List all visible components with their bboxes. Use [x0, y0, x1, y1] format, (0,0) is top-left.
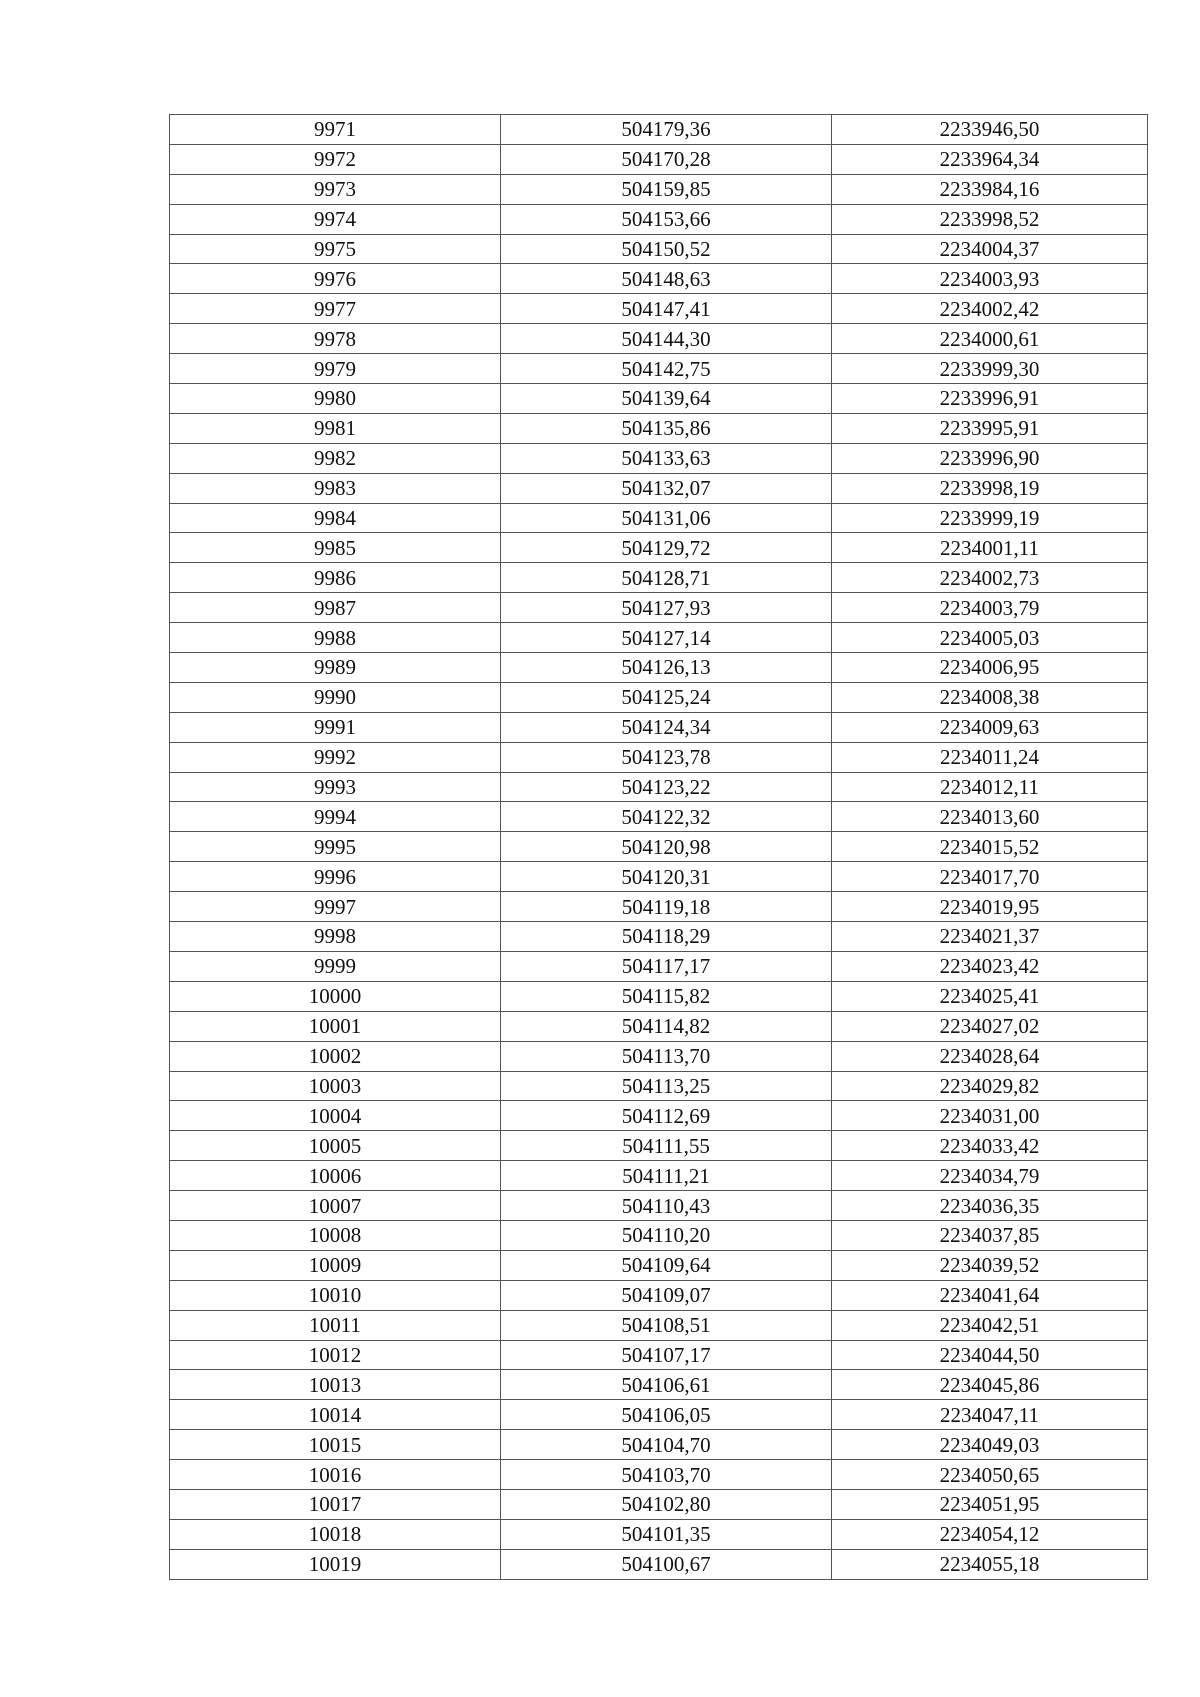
y-coordinate-cell: 2234055,18	[832, 1549, 1148, 1579]
y-coordinate-cell: 2234005,03	[832, 623, 1148, 653]
table-row	[170, 563, 1148, 593]
point-number-cell: 10003	[170, 1071, 501, 1101]
table-row	[170, 443, 1148, 473]
y-coordinate-cell: 2234033,42	[832, 1131, 1148, 1161]
x-coordinate-cell: 504113,25	[501, 1071, 832, 1101]
point-number-cell: 9984	[170, 503, 501, 533]
x-coordinate-cell: 504131,06	[501, 503, 832, 533]
x-coordinate-cell: 504122,32	[501, 802, 832, 832]
point-number-cell: 9983	[170, 473, 501, 503]
x-coordinate-cell: 504101,35	[501, 1519, 832, 1549]
x-coordinate-cell: 504133,63	[501, 443, 832, 473]
table-row	[170, 234, 1148, 264]
table-row	[170, 951, 1148, 981]
x-coordinate-cell: 504109,07	[501, 1280, 832, 1310]
point-number-cell: 10007	[170, 1191, 501, 1221]
table-row	[170, 1310, 1148, 1340]
y-coordinate-cell: 2234002,42	[832, 294, 1148, 324]
x-coordinate-cell: 504127,14	[501, 623, 832, 653]
y-coordinate-cell: 2233946,50	[832, 115, 1148, 145]
table-row	[170, 981, 1148, 1011]
point-number-cell: 9977	[170, 294, 501, 324]
point-number-cell: 9988	[170, 623, 501, 653]
x-coordinate-cell: 504111,21	[501, 1161, 832, 1191]
table-row	[170, 174, 1148, 204]
table-row	[170, 1220, 1148, 1250]
x-coordinate-cell: 504100,67	[501, 1549, 832, 1579]
x-coordinate-cell: 504124,34	[501, 712, 832, 742]
table-row	[170, 294, 1148, 324]
y-coordinate-cell: 2234002,73	[832, 563, 1148, 593]
y-coordinate-cell: 2234001,11	[832, 533, 1148, 563]
x-coordinate-cell: 504113,70	[501, 1041, 832, 1071]
table-row	[170, 802, 1148, 832]
y-coordinate-cell: 2233996,91	[832, 384, 1148, 414]
y-coordinate-cell: 2234023,42	[832, 951, 1148, 981]
point-number-cell: 9974	[170, 204, 501, 234]
point-number-cell: 9979	[170, 354, 501, 384]
x-coordinate-cell: 504126,13	[501, 653, 832, 683]
x-coordinate-cell: 504110,43	[501, 1191, 832, 1221]
x-coordinate-cell: 504148,63	[501, 264, 832, 294]
x-coordinate-cell: 504135,86	[501, 413, 832, 443]
point-number-cell: 10010	[170, 1280, 501, 1310]
y-coordinate-cell: 2233998,52	[832, 204, 1148, 234]
table-row	[170, 1370, 1148, 1400]
table-row	[170, 533, 1148, 563]
point-number-cell: 10017	[170, 1489, 501, 1519]
point-number-cell: 9995	[170, 832, 501, 862]
x-coordinate-cell: 504104,70	[501, 1430, 832, 1460]
table-row	[170, 1280, 1148, 1310]
point-number-cell: 9978	[170, 324, 501, 354]
x-coordinate-cell: 504115,82	[501, 981, 832, 1011]
x-coordinate-cell: 504147,41	[501, 294, 832, 324]
point-number-cell: 9994	[170, 802, 501, 832]
point-number-cell: 10012	[170, 1340, 501, 1370]
x-coordinate-cell: 504108,51	[501, 1310, 832, 1340]
point-number-cell: 10018	[170, 1519, 501, 1549]
y-coordinate-cell: 2234045,86	[832, 1370, 1148, 1400]
table-row	[170, 1071, 1148, 1101]
y-coordinate-cell: 2234025,41	[832, 981, 1148, 1011]
y-coordinate-cell: 2234012,11	[832, 772, 1148, 802]
coordinates-table-body	[170, 115, 1148, 1580]
table-row	[170, 832, 1148, 862]
point-number-cell: 9991	[170, 712, 501, 742]
x-coordinate-cell: 504132,07	[501, 473, 832, 503]
point-number-cell: 9973	[170, 174, 501, 204]
x-coordinate-cell: 504114,82	[501, 1011, 832, 1041]
point-number-cell: 9992	[170, 742, 501, 772]
x-coordinate-cell: 504153,66	[501, 204, 832, 234]
point-number-cell: 10000	[170, 981, 501, 1011]
point-number-cell: 10001	[170, 1011, 501, 1041]
point-number-cell: 9993	[170, 772, 501, 802]
x-coordinate-cell: 504110,20	[501, 1220, 832, 1250]
x-coordinate-cell: 504106,61	[501, 1370, 832, 1400]
x-coordinate-cell: 504123,78	[501, 742, 832, 772]
table-row	[170, 1011, 1148, 1041]
y-coordinate-cell: 2234034,79	[832, 1161, 1148, 1191]
table-row	[170, 712, 1148, 742]
x-coordinate-cell: 504123,22	[501, 772, 832, 802]
point-number-cell: 10002	[170, 1041, 501, 1071]
x-coordinate-cell: 504111,55	[501, 1131, 832, 1161]
x-coordinate-cell: 504159,85	[501, 174, 832, 204]
y-coordinate-cell: 2234006,95	[832, 653, 1148, 683]
x-coordinate-cell: 504120,31	[501, 862, 832, 892]
y-coordinate-cell: 2234029,82	[832, 1071, 1148, 1101]
y-coordinate-cell: 2234047,11	[832, 1400, 1148, 1430]
table-row	[170, 623, 1148, 653]
point-number-cell: 9999	[170, 951, 501, 981]
table-row	[170, 1549, 1148, 1579]
x-coordinate-cell: 504118,29	[501, 922, 832, 952]
x-coordinate-cell: 504127,93	[501, 593, 832, 623]
point-number-cell: 9996	[170, 862, 501, 892]
y-coordinate-cell: 2234044,50	[832, 1340, 1148, 1370]
table-row	[170, 144, 1148, 174]
y-coordinate-cell: 2234009,63	[832, 712, 1148, 742]
x-coordinate-cell: 504142,75	[501, 354, 832, 384]
point-number-cell: 9972	[170, 144, 501, 174]
y-coordinate-cell: 2234000,61	[832, 324, 1148, 354]
table-row	[170, 1430, 1148, 1460]
table-row	[170, 473, 1148, 503]
point-number-cell: 9976	[170, 264, 501, 294]
point-number-cell: 10019	[170, 1549, 501, 1579]
x-coordinate-cell: 504129,72	[501, 533, 832, 563]
y-coordinate-cell: 2234019,95	[832, 892, 1148, 922]
point-number-cell: 9998	[170, 922, 501, 952]
y-coordinate-cell: 2234003,93	[832, 264, 1148, 294]
point-number-cell: 10016	[170, 1460, 501, 1490]
table-row	[170, 115, 1148, 145]
y-coordinate-cell: 2234050,65	[832, 1460, 1148, 1490]
y-coordinate-cell: 2234049,03	[832, 1430, 1148, 1460]
x-coordinate-cell: 504109,64	[501, 1250, 832, 1280]
point-number-cell: 9997	[170, 892, 501, 922]
y-coordinate-cell: 2233996,90	[832, 443, 1148, 473]
point-number-cell: 9981	[170, 413, 501, 443]
y-coordinate-cell: 2233999,19	[832, 503, 1148, 533]
point-number-cell: 9985	[170, 533, 501, 563]
y-coordinate-cell: 2234027,02	[832, 1011, 1148, 1041]
y-coordinate-cell: 2234017,70	[832, 862, 1148, 892]
table-row	[170, 384, 1148, 414]
y-coordinate-cell: 2234039,52	[832, 1250, 1148, 1280]
table-row	[170, 1340, 1148, 1370]
table-row	[170, 1400, 1148, 1430]
x-coordinate-cell: 504103,70	[501, 1460, 832, 1490]
y-coordinate-cell: 2234028,64	[832, 1041, 1148, 1071]
point-number-cell: 9971	[170, 115, 501, 145]
table-row	[170, 1041, 1148, 1071]
y-coordinate-cell: 2234004,37	[832, 234, 1148, 264]
table-row	[170, 1131, 1148, 1161]
point-number-cell: 9987	[170, 593, 501, 623]
point-number-cell: 10014	[170, 1400, 501, 1430]
table-row	[170, 204, 1148, 234]
point-number-cell: 10008	[170, 1220, 501, 1250]
point-number-cell: 9986	[170, 563, 501, 593]
x-coordinate-cell: 504107,17	[501, 1340, 832, 1370]
y-coordinate-cell: 2234015,52	[832, 832, 1148, 862]
y-coordinate-cell: 2233998,19	[832, 473, 1148, 503]
x-coordinate-cell: 504150,52	[501, 234, 832, 264]
point-number-cell: 10006	[170, 1161, 501, 1191]
table-row	[170, 413, 1148, 443]
point-number-cell: 9980	[170, 384, 501, 414]
table-row	[170, 1489, 1148, 1519]
table-row	[170, 682, 1148, 712]
point-number-cell: 10004	[170, 1101, 501, 1131]
x-coordinate-cell: 504139,64	[501, 384, 832, 414]
point-number-cell: 9975	[170, 234, 501, 264]
x-coordinate-cell: 504106,05	[501, 1400, 832, 1430]
point-number-cell: 10005	[170, 1131, 501, 1161]
y-coordinate-cell: 2233995,91	[832, 413, 1148, 443]
table-row	[170, 1460, 1148, 1490]
point-number-cell: 10013	[170, 1370, 501, 1400]
y-coordinate-cell: 2233984,16	[832, 174, 1148, 204]
table-row	[170, 922, 1148, 952]
table-row	[170, 324, 1148, 354]
table-row	[170, 1161, 1148, 1191]
x-coordinate-cell: 504117,17	[501, 951, 832, 981]
y-coordinate-cell: 2234051,95	[832, 1489, 1148, 1519]
table-row	[170, 1191, 1148, 1221]
table-row	[170, 1101, 1148, 1131]
coordinates-table	[169, 114, 1148, 1580]
table-row	[170, 593, 1148, 623]
table-row	[170, 653, 1148, 683]
y-coordinate-cell: 2234041,64	[832, 1280, 1148, 1310]
x-coordinate-cell: 504128,71	[501, 563, 832, 593]
table-row	[170, 1250, 1148, 1280]
table-row	[170, 1519, 1148, 1549]
point-number-cell: 9982	[170, 443, 501, 473]
y-coordinate-cell: 2234011,24	[832, 742, 1148, 772]
y-coordinate-cell: 2234036,35	[832, 1191, 1148, 1221]
x-coordinate-cell: 504170,28	[501, 144, 832, 174]
x-coordinate-cell: 504119,18	[501, 892, 832, 922]
table-row	[170, 264, 1148, 294]
y-coordinate-cell: 2234021,37	[832, 922, 1148, 952]
point-number-cell: 10015	[170, 1430, 501, 1460]
point-number-cell: 9990	[170, 682, 501, 712]
y-coordinate-cell: 2233964,34	[832, 144, 1148, 174]
point-number-cell: 10011	[170, 1310, 501, 1340]
table-row	[170, 503, 1148, 533]
x-coordinate-cell: 504179,36	[501, 115, 832, 145]
y-coordinate-cell: 2234031,00	[832, 1101, 1148, 1131]
table-row	[170, 354, 1148, 384]
table-row	[170, 892, 1148, 922]
y-coordinate-cell: 2234037,85	[832, 1220, 1148, 1250]
table-row	[170, 772, 1148, 802]
y-coordinate-cell: 2234054,12	[832, 1519, 1148, 1549]
table-row	[170, 742, 1148, 772]
x-coordinate-cell: 504144,30	[501, 324, 832, 354]
y-coordinate-cell: 2234008,38	[832, 682, 1148, 712]
y-coordinate-cell: 2234013,60	[832, 802, 1148, 832]
y-coordinate-cell: 2234042,51	[832, 1310, 1148, 1340]
point-number-cell: 10009	[170, 1250, 501, 1280]
x-coordinate-cell: 504102,80	[501, 1489, 832, 1519]
x-coordinate-cell: 504112,69	[501, 1101, 832, 1131]
x-coordinate-cell: 504120,98	[501, 832, 832, 862]
y-coordinate-cell: 2233999,30	[832, 354, 1148, 384]
table-row	[170, 862, 1148, 892]
x-coordinate-cell: 504125,24	[501, 682, 832, 712]
y-coordinate-cell: 2234003,79	[832, 593, 1148, 623]
point-number-cell: 9989	[170, 653, 501, 683]
